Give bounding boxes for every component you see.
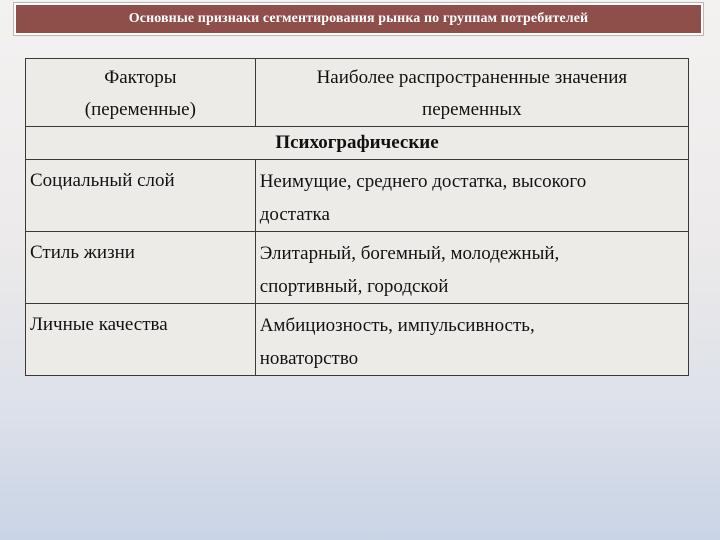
- factor-cell: Личные качества: [26, 304, 256, 376]
- table-row: [26, 160, 689, 232]
- header-factors: [26, 59, 256, 127]
- value-line: спортивный, городской: [259, 276, 449, 297]
- value-line: достатка: [259, 204, 330, 225]
- value-line: Неимущие, среднего достатка, высокого: [259, 171, 587, 192]
- header-factors-line1: Факторы: [104, 67, 177, 88]
- header-values: [255, 59, 688, 127]
- value-cell: [255, 232, 688, 304]
- value-line: Элитарный, богемный, молодежный,: [259, 243, 560, 264]
- section-title: Психографические: [26, 127, 689, 160]
- value-cell: [255, 160, 688, 232]
- value-cell: [255, 304, 688, 376]
- table-row: [26, 232, 689, 304]
- factor-cell: Стиль жизни: [26, 232, 256, 304]
- header-values-line2: переменных: [422, 99, 522, 120]
- page-title: Основные признаки сегментирования рынка по группам потребителей: [128, 11, 589, 26]
- title-bar: [14, 3, 703, 35]
- header-values-line1: Наиболее распространенные значения: [316, 67, 628, 88]
- segmentation-table: [25, 58, 689, 376]
- table-row: [26, 304, 689, 376]
- header-row: [26, 59, 689, 127]
- factor-cell: Социальный слой: [26, 160, 256, 232]
- header-factors-line2: (переменные): [84, 99, 196, 120]
- value-line: Амбициозность, импульсивность,: [259, 315, 535, 336]
- section-row: [26, 127, 689, 160]
- value-line: новаторство: [259, 348, 359, 369]
